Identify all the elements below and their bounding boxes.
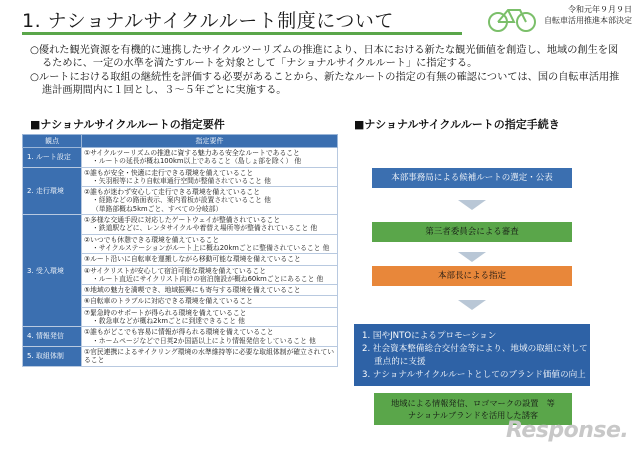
requirements-table [22,134,338,367]
requirement-cell [82,187,338,215]
date-text: 令和元年９月９日 [568,5,632,14]
viewpoint-cell: 5. 取組体制 [23,346,82,366]
requirement-main: ⑥自転車のトラブルに対応できる環境を備えていること [84,297,253,306]
requirement-main: ⑦緊急時のサポートが得られる環境を備えていること [84,308,247,317]
col-requirement-header: 指定要件 [82,135,338,148]
support-measures-box [354,324,590,386]
date-block [540,4,632,32]
decision-body-text: 自転車活用推進本部決定 [544,16,632,25]
requirement-cell [82,167,338,187]
requirement-detail: ・矢羽根等により自転車通行空間が整備されていること 他 [92,176,271,185]
requirement-cell [82,148,338,168]
intro-paragraph: ○ルートにおける取組の継続性を評価する必要があることから、新たなルートの指定の有無の確認については、国の自転車活用推進計画期間内に１回とし、３～５年ごとに実施する。 [30,72,620,96]
support-item: 重点的に支援 [374,357,426,367]
requirement-main: ①サイクルツーリズムの推進に資する魅力ある安全なルートであること [84,149,300,157]
requirement-cell [82,285,338,296]
viewpoint-cell: 1. ルート設定 [23,148,82,168]
title-underline [22,32,462,35]
requirement-detail: ・サイクルステーションがルート上に概ね20kmごとに整備されていること 他 [92,243,330,252]
response-watermark: Response. [506,418,629,443]
requirement-main: ①官民連携によるサイクリング環境の水準維持等に必要な取組体制が確立されていること [84,347,335,365]
intro-text [30,44,620,98]
requirements-heading: ■ナショナルサイクルルートの指定要件 [30,118,225,131]
requirement-main: ①多様な交通手段に対応したゲートウェイが整備されていること [84,216,281,225]
step-candidate-selection: 本部事務局による候補ルートの選定・公表 [372,168,572,188]
support-item: 3. ナショナルサイクルルートとしてのブランド価値の向上 [362,370,586,380]
table-row [23,167,338,187]
intro-paragraph: ○優れた観光資源を有機的に連携したサイクルツーリズムの推進により、日本における新たな観光価値を創造し、地域の創生を図るために、一定の水準を満たすルートを対象として「ナショナルサイクルルート」に指定する。 [30,45,619,69]
requirement-main: ⑤地域の魅力を満喫でき、地域振興にも寄与する環境を備えていること [84,286,301,295]
step-designation: 本部長による指定 [372,266,572,286]
final-line: 地域による情報発信、ロゴマークの設置 等 [391,398,555,408]
requirement-detail: ・救急車などが概ね2kmごとに到達できること 他 [92,317,245,326]
requirement-detail: ・ルート直近にサイクリスト向けの宿泊施設が概ね60kmごとにあること 他 [92,274,324,283]
requirement-cell [82,215,338,235]
arrow-down-icon [458,252,486,262]
requirement-detail: ・ルートの延長が概ね100km以上であること（島しょ部を除く） 他 [92,157,302,166]
requirement-detail: ・鉄道駅などに、レンタサイクルや着替え場所等が整備されていること 他 [92,224,318,233]
requirement-cell [82,307,338,327]
table-row [23,346,338,366]
procedure-heading: ■ナショナルサイクルルートの指定手続き [354,118,560,131]
viewpoint-cell: 3. 受入環境 [23,215,82,327]
viewpoint-cell: 2. 走行環境 [23,167,82,214]
final-line: ナショナルブランドを活用した誘客 [407,410,539,420]
support-item: 2. 社会資本整備総合交付金等により、地域の取組に対して [362,344,588,354]
viewpoint-cell: 4. 情報発信 [23,327,82,347]
requirement-main: ④サイクリストが安心して宿泊可能な環境を備えていること [84,266,267,275]
step-committee-review: 第三者委員会による審査 [372,222,572,242]
arrow-down-icon [458,300,486,310]
page-title: 1. ナショナルサイクルルート制度について [22,10,394,32]
requirement-detail: ・ホームページなどで日英2か国語以上により情報発信をしていること 他 [92,336,316,345]
requirements-table-wrap [22,134,338,367]
table-row [23,148,338,168]
table-row [23,327,338,347]
requirement-main: ①誰もがどこでも容易に情報が得られる環境を備えていること [84,328,274,337]
requirement-cell [82,234,338,254]
requirement-cell [82,265,338,285]
requirement-main: ①誰もが安全・快適に走行できる環境を備えていること [84,168,254,177]
support-item: 1. 国やJNTOによるプロモーション [362,331,497,341]
arrow-down-icon [458,200,486,210]
requirement-detail: ・経路などの路面表示、案内看板が設置されていること 他 [92,196,271,205]
requirement-main: ②いつでも休憩できる環境を備えていること [84,235,220,244]
requirement-cell [82,346,338,366]
col-viewpoint-header: 観点 [23,135,82,148]
table-row [23,215,338,235]
requirement-main: ②誰もが迷わず安心して走行できる環境を備えていること [84,188,261,197]
requirement-cell [82,254,338,265]
requirement-cell [82,327,338,347]
requirement-detail: （単路部概ね5kmごと、すべての分岐部） [92,204,223,213]
requirement-cell [82,296,338,307]
requirement-main: ③ルート沿いに自転車を運搬しながら移動可能な環境を備えていること [84,255,301,264]
